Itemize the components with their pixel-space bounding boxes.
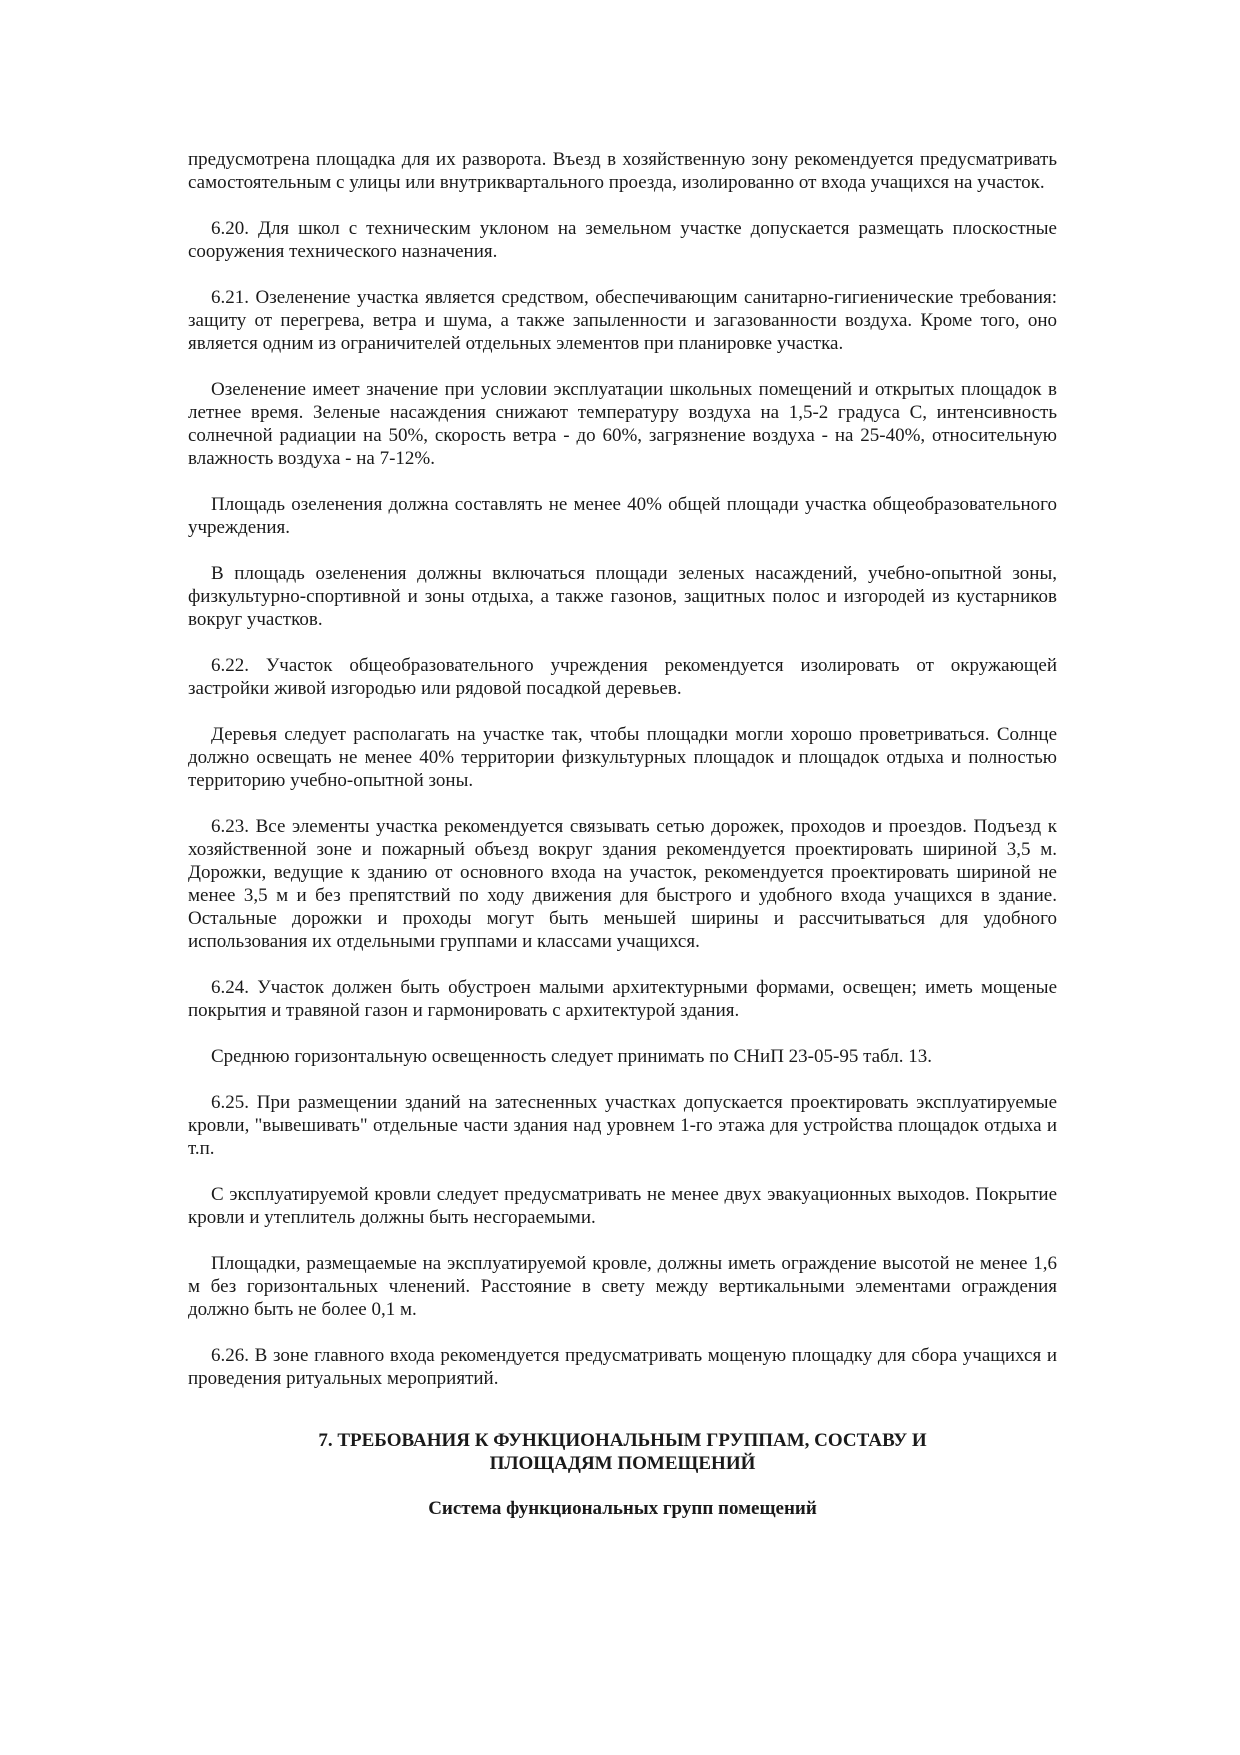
subsection-heading: Система функциональных групп помещений <box>428 1498 817 1519</box>
paragraph-6-24: 6.24. Участок должен быть обустроен малыми архитектурными формами, освещен; иметь мощеные покрытия и травяной газон и гармонировать с архитектурой здания. <box>188 977 1057 1021</box>
paragraph-6-21: 6.21. Озеленение участка является средством, обеспечивающим санитарно-гигиенические требования: защиту от перегрева, ветра и шума, а также запыленности и загазованности воздуха. Кроме того, оно является одним из ограничителей отдельных элементов при планировке участка. <box>188 287 1057 354</box>
paragraph-greening-value: Озеленение имеет значение при условии эксплуатации школьных помещений и открытых площадок в летнее время. Зеленые насаждения снижают температуру воздуха на 1,5-2 градуса С, интенсивность солнечной радиации на 50%, скорость ветра - до 60%, загрязнение воздуха - на 25-40%, относительную влажность воздуха - на 7-12%. <box>188 379 1057 469</box>
section-heading-line-2: ПЛОЩАДЯМ ПОМЕЩЕНИЙ <box>489 1453 756 1474</box>
paragraph-greening-includes: В площадь озеленения должны включаться площади зеленых насаждений, учебно-опытной зоны, физкультурно-спортивной и зоны отдыха, а также газонов, защитных полос и изгородей из кустарников вокруг участков. <box>188 563 1057 630</box>
section-heading <box>188 1429 1057 1475</box>
paragraph-roof-exits: С эксплуатируемой кровли следует предусматривать не менее двух эвакуационных выходов. Покрытие кровли и утеплитель должны быть несгораемыми. <box>188 1184 1057 1228</box>
paragraph-6-20: 6.20. Для школ с техническим уклоном на земельном участке допускается размещать плоскостные сооружения технического назначения. <box>188 218 1057 262</box>
paragraph-greening-area: Площадь озеленения должна составлять не менее 40% общей площади участка общеобразовательного учреждения. <box>188 494 1057 538</box>
paragraph-roof-fencing: Площадки, размещаемые на эксплуатируемой кровле, должны иметь ограждение высотой не менее 1,6 м без горизонтальных членений. Расстояние в свету между вертикальными элементами ограждения должно быть не более 0,1 м. <box>188 1253 1057 1320</box>
paragraph-6-23: 6.23. Все элементы участка рекомендуется связывать сетью дорожек, проходов и проездов. Подъезд к хозяйственной зоне и пожарный объезд вокруг здания рекомендуется проектировать шириной 3,5 м. Дорожки, ведущие к зданию от основного входа на участок, рекомендуется проектировать шириной не менее 3,5 м и без препятствий по ходу движения для быстрого и удобного входа учащихся в здание. Остальные дорожки и проходы могут быть меньшей ширины и рассчитываться для удобного использования их отдельными группами и классами учащихся. <box>188 816 1057 952</box>
paragraph-illumination: Среднюю горизонтальную освещенность следует принимать по СНиП 23-05-95 табл. 13. <box>211 1046 932 1067</box>
paragraph-trees: Деревья следует располагать на участке так, чтобы площадки могли хорошо проветриваться. Солнце должно освещать не менее 40% территории физкультурных площадок и площадок отдыха и полностью территорию учебно-опытной зоны. <box>188 724 1057 791</box>
paragraph-continuation: предусмотрена площадка для их разворота. Въезд в хозяйственную зону рекомендуется предусматривать самостоятельным с улицы или внутриквартального проезда, изолированно от входа учащихся на участок. <box>188 149 1057 193</box>
paragraph-6-22: 6.22. Участок общеобразовательного учреждения рекомендуется изолировать от окружающей застройки живой изгородью или рядовой посадкой деревьев. <box>188 655 1057 699</box>
document-page <box>188 148 1057 1520</box>
paragraph-6-25: 6.25. При размещении зданий на затесненных участках допускается проектировать эксплуатируемые кровли, "вывешивать" отдельные части здания над уровнем 1-го этажа для устройства площадок отдыха и т.п. <box>188 1092 1057 1159</box>
paragraph-6-26: 6.26. В зоне главного входа рекомендуется предусматривать мощеную площадку для сбора учащихся и проведения ритуальных мероприятий. <box>188 1345 1057 1389</box>
section-heading-line-1: 7. ТРЕБОВАНИЯ К ФУНКЦИОНАЛЬНЫМ ГРУППАМ, СОСТАВУ И <box>318 1430 927 1451</box>
